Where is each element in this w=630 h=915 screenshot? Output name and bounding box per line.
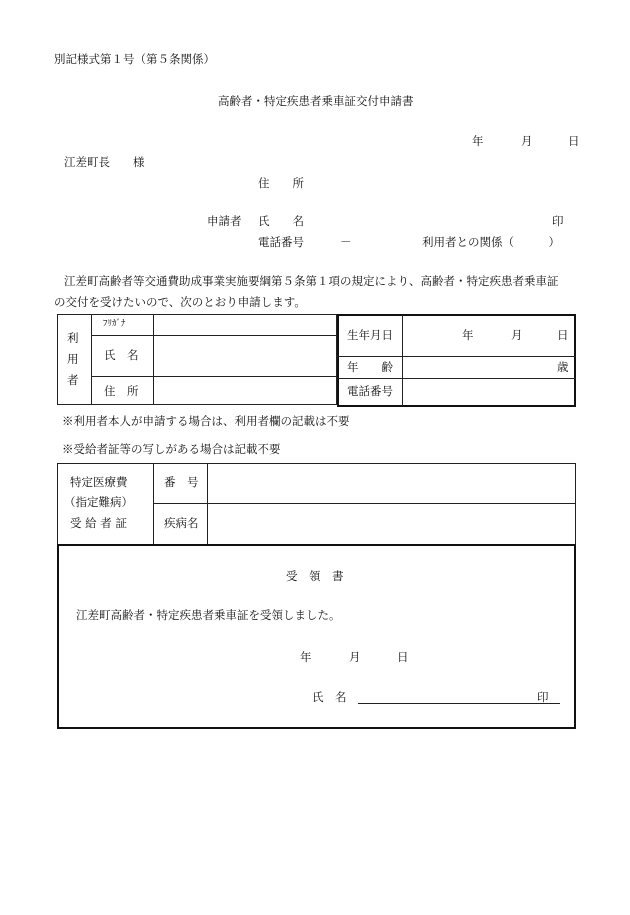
receipt-title: 受 領 書 xyxy=(286,569,344,583)
birth-year: 年 xyxy=(462,328,474,342)
user-address-field[interactable] xyxy=(154,377,336,404)
receipt-year: 年 xyxy=(300,650,312,664)
certificate-number-field[interactable] xyxy=(209,465,574,502)
applicant-phone-label: 電話番号 xyxy=(258,235,304,249)
certificate-number-label: 番 号 xyxy=(164,475,199,489)
intro-line-2: の交付を受けたいので、次のとおり申請します。 xyxy=(54,295,306,309)
form-number: 別記様式第１号（第５条関係） xyxy=(54,52,215,66)
receipt-seal: 印 xyxy=(537,690,549,704)
birth-month: 月 xyxy=(511,328,523,342)
furigana-field[interactable] xyxy=(154,315,336,335)
applicant-address-label: 住 所 xyxy=(258,176,304,190)
furigana-label: ﾌﾘｶﾞﾅ xyxy=(103,319,126,329)
user-name-label: 氏 名 xyxy=(104,348,139,362)
user-phone-field[interactable] xyxy=(404,380,574,405)
receipt-name-label: 氏 名 xyxy=(312,690,347,704)
user-phone-label: 電話番号 xyxy=(347,384,393,398)
age-field[interactable] xyxy=(404,358,554,377)
applicant-role-label: 申請者 xyxy=(207,214,242,228)
date-day: 日 xyxy=(568,134,580,148)
birth-date-field[interactable] xyxy=(404,316,554,355)
medical-label-1: 特定医療費 xyxy=(70,475,128,489)
applicant-name-label: 氏 名 xyxy=(258,214,304,228)
date-year: 年 xyxy=(472,134,484,148)
note-1: ※利用者本人が申請する場合は、利用者欄の記載は不要 xyxy=(62,414,350,428)
receipt-name-field[interactable] xyxy=(358,686,560,704)
addressee: 江差町長 様 xyxy=(64,155,145,169)
date-month: 月 xyxy=(521,134,533,148)
user-name-field[interactable] xyxy=(154,336,336,376)
disease-name-label: 疾病名 xyxy=(164,516,199,530)
user-address-label: 住 所 xyxy=(104,384,139,398)
birth-day: 日 xyxy=(557,328,569,342)
receipt-text: 江差町高齢者・特定疾患者乗車証を受領しました。 xyxy=(76,608,341,622)
medical-label-3: 受 給 者 証 xyxy=(70,516,127,530)
receipt-day: 日 xyxy=(397,650,409,664)
user-side-label-1: 利 xyxy=(67,331,79,345)
age-label: 年 齢 xyxy=(347,360,393,374)
medical-label-2: （指定難病） xyxy=(64,495,133,509)
disease-name-field[interactable] xyxy=(209,505,574,543)
user-side-label-2: 用 xyxy=(67,352,79,366)
applicant-seal: 印 xyxy=(552,214,564,228)
intro-line-1: 江差町高齢者等交通費助成事業実施要綱第５条第１項の規定により、高齢者・特定疾患者乗車証 xyxy=(64,274,559,288)
note-2: ※受給者証等の写しがある場合は記載不要 xyxy=(62,442,281,456)
applicant-phone-dash: － xyxy=(340,235,352,249)
form-title: 高齢者・特定疾患者乗車証交付申請書 xyxy=(218,94,414,108)
user-side-label-3: 者 xyxy=(67,373,79,387)
relation-label: 利用者との関係（ ） xyxy=(422,235,560,249)
birth-date-label: 生年月日 xyxy=(347,328,393,342)
receipt-month: 月 xyxy=(349,650,361,664)
age-unit: 歳 xyxy=(557,360,569,374)
